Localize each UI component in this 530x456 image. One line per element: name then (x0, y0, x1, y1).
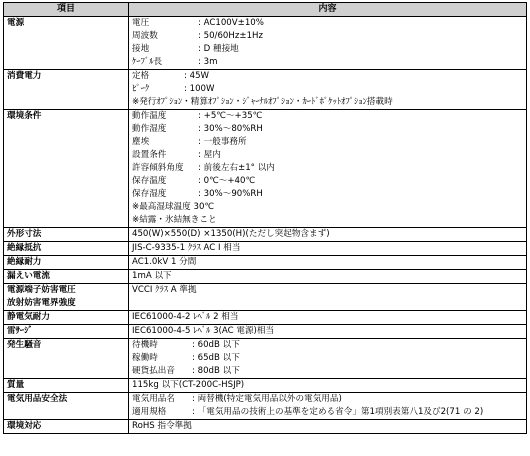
sub-key: 設置条件 (132, 150, 167, 160)
row-label-leakage-current: 漏えい電流 (4, 270, 129, 284)
row-label-esd: 静電気耐力 (4, 311, 129, 325)
sub-key: 適用規格 (132, 407, 167, 417)
table-row (4, 228, 527, 242)
sub-value: : 両替機(特定電気用品以外の電気用品) (192, 394, 342, 404)
sub-key: ｹｰﾌﾞﾙ長 (132, 57, 163, 67)
sub-key: 電気用品名 (132, 394, 175, 404)
row-label-power-supply: 電源 (4, 17, 129, 70)
row-label-mass: 質量 (4, 379, 129, 393)
sub-value: : 0℃～+40℃ (198, 176, 256, 186)
row-label-environmental-compliance: 環境対応 (4, 420, 129, 434)
row-value-noise (129, 339, 527, 379)
table-row (4, 325, 527, 339)
sub-key: 周波数 (132, 31, 158, 41)
row-label-safety: 電気用品安全法 (4, 393, 129, 420)
row-value-power-supply (129, 17, 527, 70)
sub-value: : AC100V±10% (198, 18, 264, 28)
row-value-dielectric-strength: AC1.0kV 1 分間 (129, 256, 527, 270)
table-row (4, 339, 527, 379)
row-value-esd: IEC61000-4-2 ﾚﾍﾞﾙ 2 相当 (129, 311, 527, 325)
sub-value: : 30%～80%RH (198, 124, 263, 134)
env-note: ※結露・氷結無きこと (132, 215, 217, 225)
row-label-insulation-resistance: 絶縁抵抗 (4, 242, 129, 256)
row-label-dimensions: 外形寸法 (4, 228, 129, 242)
sub-key: 保存湿度 (132, 189, 167, 199)
emi-label-1: 電源端子妨害電圧 (7, 285, 76, 295)
sub-value: : 50/60Hz±1Hz (198, 31, 264, 41)
sub-value: : 一般事務所 (198, 137, 247, 147)
power-note: ※発行ｵﾌﾟｼｮﾝ・精算ｵﾌﾟｼｮﾝ・ｼﾞｬｰﾅﾙｵﾌﾟｼｮﾝ・ｶｰﾄﾞﾎﾟｹｯﾄｵﾌﾟｼｮﾝ搭載時 (132, 97, 393, 107)
sub-key: 動作湿度 (132, 124, 167, 134)
table-row (4, 311, 527, 325)
row-value-emi: VCCI ｸﾗｽ A 準拠 (129, 284, 527, 311)
header-content: 内容 (129, 3, 527, 17)
sub-value: : 45W (184, 71, 210, 81)
sub-value: : +5℃～+35℃ (198, 111, 263, 121)
row-label-environment: 環境条件 (4, 110, 129, 228)
sub-key: 許容傾斜角度 (132, 163, 184, 173)
sub-key: 動作温度 (132, 111, 167, 121)
sub-value: : 100W (184, 84, 215, 94)
row-value-power-consumption (129, 70, 527, 110)
row-value-mass: 115kg 以下(CT-200C-HSJP) (129, 379, 527, 393)
row-label-noise: 発生騒音 (4, 339, 129, 379)
emi-label-2: 放射妨害電界強度 (7, 298, 76, 308)
table-row (4, 110, 527, 228)
row-value-dimensions: 450(W)×550(D) ×1350(H)(ただし突起物含まず) (129, 228, 527, 242)
sub-value: : 屋内 (198, 150, 221, 160)
sub-value: : 80dB 以下 (192, 366, 240, 376)
sub-value: : 30%～90%RH (198, 189, 263, 199)
row-value-safety (129, 393, 527, 420)
sub-value: : 60dB 以下 (192, 340, 240, 350)
table-row (4, 256, 527, 270)
header-item: 項目 (4, 3, 129, 17)
sub-value: : D 種接地 (198, 44, 239, 54)
sub-key: 接地 (132, 44, 150, 54)
table-row (4, 270, 527, 284)
sub-key: 稼働時 (132, 353, 158, 363)
sub-key: 待機時 (132, 340, 158, 350)
table-row (4, 379, 527, 393)
sub-key: 電圧 (132, 18, 150, 28)
env-note: ※最高湿球温度 30℃ (132, 202, 215, 212)
sub-value: : 65dB 以下 (192, 353, 240, 363)
sub-value: : 「電気用品の技術上の基準を定める省令」第1項別表第八1及び2(71 の 2) (192, 407, 484, 417)
sub-key: 定格 (132, 71, 150, 81)
table-row (4, 420, 527, 434)
row-label-power-consumption: 消費電力 (4, 70, 129, 110)
sub-key: 硬貨払出音 (132, 366, 175, 376)
sub-key: ﾋﾟｰｸ (132, 84, 150, 94)
table-header-row (4, 3, 527, 17)
table-row (4, 242, 527, 256)
row-label-surge: 雷ｻｰｼﾞ (4, 325, 129, 339)
sub-key: 保存温度 (132, 176, 167, 186)
row-value-surge: IEC61000-4-5 ﾚﾍﾞﾙ 3(AC 電源)相当 (129, 325, 527, 339)
row-label-dielectric-strength: 絶縁耐力 (4, 256, 129, 270)
spec-table (3, 2, 527, 434)
table-row (4, 393, 527, 420)
sub-value: : 3m (198, 57, 218, 67)
row-value-environment (129, 110, 527, 228)
sub-value: : 前後左右±1° 以内 (198, 163, 275, 173)
table-row (4, 284, 527, 311)
table-row (4, 17, 527, 70)
sub-key: 塵埃 (132, 137, 150, 147)
row-value-insulation-resistance: JIS-C-9335-1 ｸﾗｽ AC I 相当 (129, 242, 527, 256)
table-row (4, 70, 527, 110)
row-value-leakage-current: 1mA 以下 (129, 270, 527, 284)
row-label-emi (4, 284, 129, 311)
row-value-environmental-compliance: RoHS 指令準拠 (129, 420, 527, 434)
